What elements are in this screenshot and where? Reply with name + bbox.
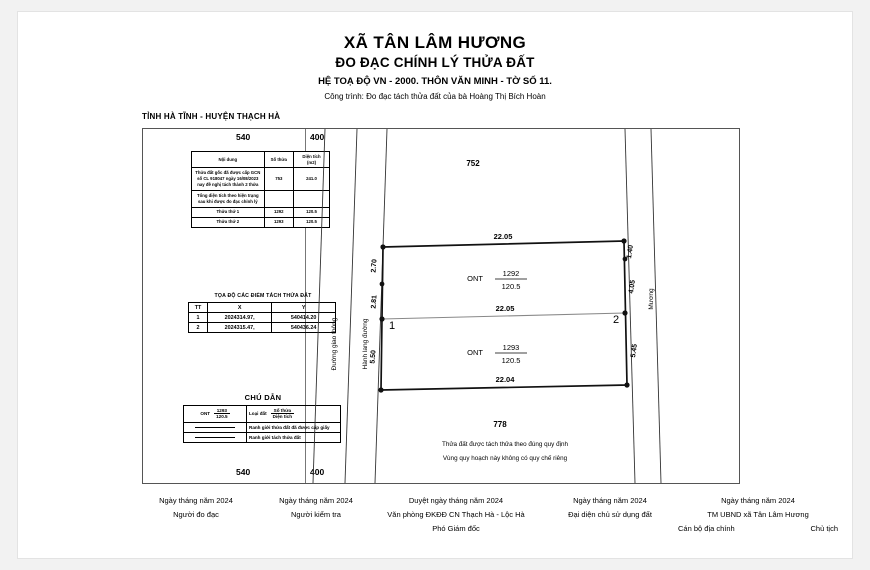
- signature-block-surveyor: [136, 494, 256, 522]
- grid-label-400-top: 400: [310, 132, 325, 142]
- signature-block-owner: [540, 494, 680, 522]
- title-block: [18, 32, 852, 103]
- inspector-role: Người kiểm tra: [291, 509, 341, 519]
- document-type-title: ĐO ĐẠC CHÍNH LÝ THỬA ĐẤT: [335, 55, 535, 71]
- coord-row0-y: 540414.20: [272, 313, 336, 323]
- project-line: Công trình: Đo đạc tách thửa đất của bà Hoàng Thị Bích Hoàn: [324, 91, 546, 101]
- office-sub-role: Phó Giám đốc: [432, 523, 480, 533]
- row3-sothua: 1293: [264, 217, 293, 227]
- signature-block-office: [370, 494, 542, 536]
- legend-sample-sothua: 1293: [214, 408, 230, 414]
- document-page: [18, 12, 852, 558]
- ubnd-cadastral-officer: Cán bộ địa chính: [678, 523, 735, 533]
- legend-desc-sothua: Số thửa: [271, 408, 294, 414]
- row2-dientich: 120.5: [294, 207, 330, 217]
- parcel-upper-sothua: 1292: [502, 269, 520, 278]
- legend-title: CHÚ DẪN: [244, 393, 282, 402]
- road-label: Đường giao thông: [331, 317, 338, 371]
- solid-line-icon: [195, 427, 235, 428]
- legend-sample-dientich: 120.5: [216, 414, 228, 420]
- neighbor-parcel-bottom: 778: [493, 420, 507, 429]
- parcel-lower-sothua: 1293: [502, 343, 520, 352]
- ubnd-role: TM UBND xã Tân Lâm Hương: [707, 509, 809, 519]
- parcel-label-1293: [467, 343, 527, 365]
- ditch-label: Mương: [648, 288, 655, 310]
- coord-row1-y: 540436.24: [272, 323, 336, 333]
- legend-sample-loai: ONT: [200, 411, 211, 417]
- row0-noidung: Thửa đất gốc đã được cấp GCN số CL 918047 ngày 16/08/2023 nay đề nghị tách thành 2 thửa: [192, 168, 265, 191]
- dimension-bottom: 22.04: [495, 375, 515, 384]
- header-sothua: Số thửa: [264, 152, 293, 168]
- grid-label-400-bottom: 400: [310, 467, 325, 477]
- parcel-label-1292: [467, 269, 527, 291]
- owner-role: Đại diện chủ sử dụng đất: [568, 509, 652, 519]
- coord-row1-x: 2024315.47,: [208, 323, 272, 333]
- coordinate-system-line: HỆ TOẠ ĐỘ VN - 2000. THÔN VĂN MINH - TỜ SỐ 11.: [318, 75, 552, 87]
- dimension-left-lower: 5.50: [369, 349, 378, 364]
- row0-sothua: 753: [264, 168, 293, 191]
- province-district-label: TỈNH HÀ TĨNH - HUYỆN THẠCH HÀ: [142, 112, 281, 121]
- surveyor-date: Ngày tháng năm 2024: [159, 496, 233, 505]
- office-role: Văn phòng ĐKĐĐ CN Thạch Hà - Lộc Hà: [387, 509, 525, 519]
- parcel-lower-loai: ONT: [467, 348, 483, 357]
- legend-desc-loai: Loại đất: [249, 411, 267, 417]
- parcel-lower-dientich: 120.5: [501, 356, 521, 365]
- owner-date: Ngày tháng năm 2024: [573, 496, 647, 505]
- legend-sample-symbol: [184, 406, 247, 423]
- coordinate-table-title: TỌA ĐỘ CÁC ĐIỂM TÁCH THỬA ĐẤT: [214, 293, 312, 299]
- row2-noidung: Thửa thứ 1: [192, 207, 265, 217]
- header-dientich-line2: (m2): [306, 159, 317, 165]
- legend-granted-label: Ranh giới thửa đất đã được cấp giấy: [247, 422, 341, 432]
- legend-sample-fraction: [214, 408, 230, 420]
- grid-label-540-top: 540: [236, 132, 251, 142]
- legend-desc-fraction: [271, 408, 294, 420]
- row1-noidung: Tổng diện tích theo hiện trạng sau khi được đo đạc chỉnh lý: [192, 191, 265, 207]
- neighbor-parcel-top: 752: [466, 159, 480, 168]
- map-note-2: Vùng quy hoạch này không có quy chế riêng: [442, 455, 568, 462]
- split-point-1-label: 1: [388, 320, 396, 332]
- dimension-left-upper: 2.70: [370, 258, 379, 273]
- row2-sothua: 1292: [264, 207, 293, 217]
- ubnd-chairman: Chủ tịch: [810, 523, 838, 533]
- coord-header-y: Y: [272, 303, 336, 313]
- parcel-upper-dientich: 120.5: [501, 282, 521, 291]
- thin-line-icon: [195, 437, 235, 438]
- surveyor-role: Người đo đạc: [173, 509, 219, 519]
- coord-row0-x: 2024314.97,: [208, 313, 272, 323]
- header-noidung: Nội dung: [192, 152, 265, 168]
- row3-dientich: 120.5: [294, 217, 330, 227]
- dimension-top: 22.05: [493, 232, 513, 241]
- legend-split-symbol: [184, 432, 247, 442]
- coord-header-x: X: [208, 303, 272, 313]
- commune-title: XÃ TÂN LÂM HƯƠNG: [343, 33, 527, 52]
- corridor-label: Hành lang đường: [362, 318, 369, 370]
- dimension-middle: 22.05: [495, 304, 515, 313]
- header-dientich-line1: Diện tích: [302, 153, 321, 159]
- ubnd-sub-roles: [678, 522, 838, 536]
- map-note-1: Thửa đất được tách thửa theo đúng quy định: [441, 441, 569, 448]
- map-frame: [142, 128, 740, 484]
- legend-desc-dientich: Diện tích: [272, 414, 293, 420]
- parcel-drawing: [305, 129, 739, 483]
- parcel-upper-loai: ONT: [467, 274, 483, 283]
- split-point-2-label: 2: [612, 314, 620, 326]
- row3-noidung: Thửa thứ 2: [192, 217, 265, 227]
- coord-row0-tt: 1: [189, 313, 208, 323]
- dimension-right-upper: 1.40: [626, 244, 635, 260]
- coord-row1-tt: 2: [189, 323, 208, 333]
- coord-header-tt: TT: [189, 303, 208, 313]
- split-boundary-line: [382, 313, 625, 319]
- grid-label-540-bottom: 540: [236, 467, 251, 477]
- ditch-lines: [625, 129, 661, 483]
- row1-sothua: [264, 191, 293, 207]
- ubnd-date: Ngày tháng năm 2024: [721, 496, 795, 505]
- dimension-right-mid: 4.05: [628, 279, 637, 295]
- inspector-date: Ngày tháng năm 2024: [279, 496, 353, 505]
- office-date: Duyệt ngày tháng năm 2024: [408, 496, 504, 505]
- signature-block-inspector: [256, 494, 376, 522]
- legend-granted-symbol: [184, 422, 247, 432]
- signature-block-ubnd: [678, 494, 838, 536]
- dimension-right-lower: 5.45: [630, 343, 639, 359]
- dimension-left-mid: 2.81: [370, 294, 379, 309]
- row0-dientich: 241.0: [294, 168, 330, 191]
- legend-split-label: Ranh giới tách thửa đất: [247, 432, 341, 442]
